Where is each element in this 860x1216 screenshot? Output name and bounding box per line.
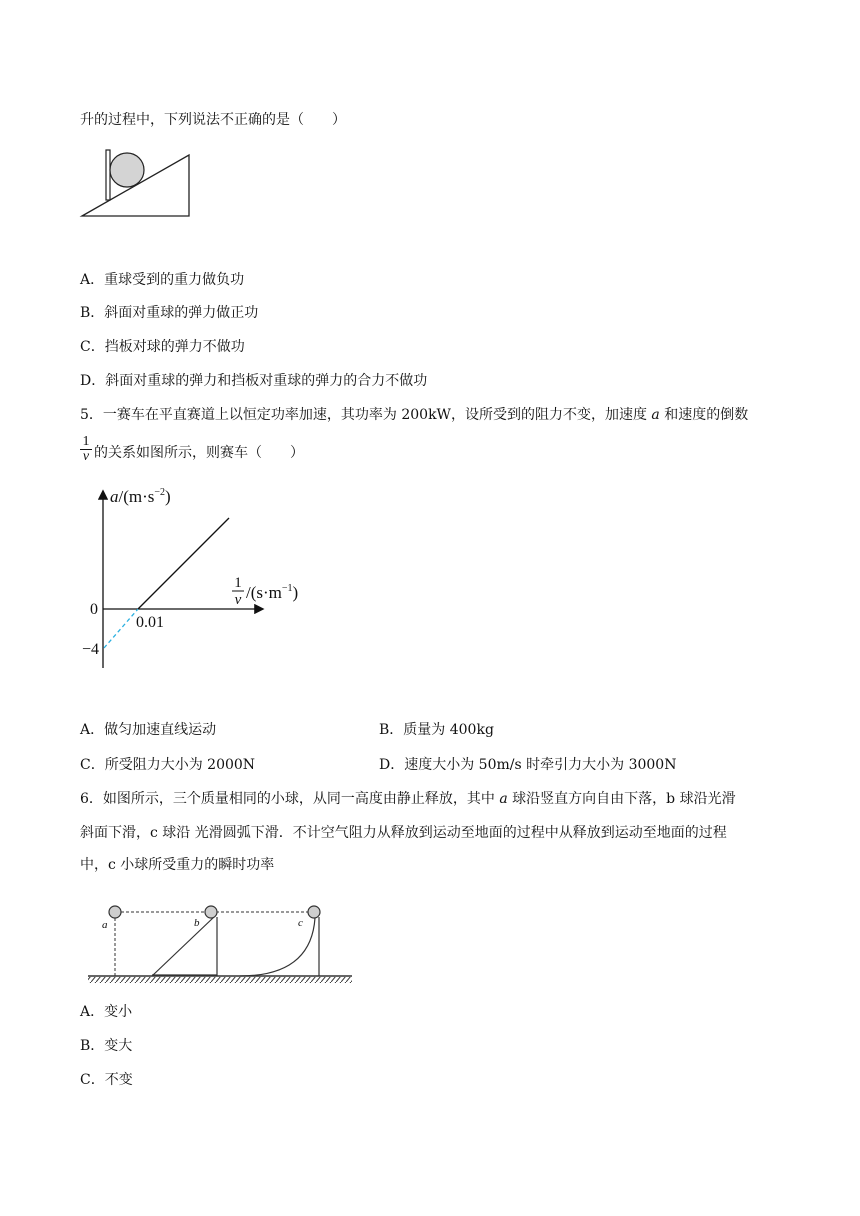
arc-path [240,918,315,976]
ball-b [205,906,217,918]
q5-option-b: B．质量为 400kg [379,722,494,738]
baffle-plate [106,150,110,200]
label-c: c [298,917,303,929]
q5-stem-line2: 的关系如图所示，则赛车（ ） [94,445,304,461]
q6-three-balls-figure [86,898,356,990]
q5-option-d: D．速度大小为 50m/s 时牵引力大小为 3000N [379,757,677,773]
x-axis-label-unit: $/(s\cdot m^{-1})$ [246,583,299,602]
ground-hatching [88,977,352,983]
q4-option-b: B．斜面对重球的弹力做正功 [80,305,259,321]
q4-option-c: C．挡板对球的弹力不做功 [80,339,245,355]
q5-option-c: C．所受阻力大小为 2000N [80,757,256,773]
q6-option-c: C．不变 [80,1072,133,1088]
extrapolation-dashed-line [104,609,138,648]
data-line [138,518,229,609]
q6-option-b: B．变大 [80,1038,133,1054]
label-a: a [102,919,108,931]
q5-stem-line1: 5．一赛车在平直赛道上以恒定功率加速，其功率为 200kW，设所受到的阻力不变，加速度 a 和速度的倒数 [80,407,749,423]
heavy-ball [110,153,144,187]
x-tick-label: 0.01 [136,614,164,631]
y-axis-label: $a/(m\cdot s^{-2})$ [110,487,171,506]
x-axis-label-den: v [234,592,242,608]
label-b: b [194,917,200,929]
q5-a-vs-reciprocal-v-graph [76,482,316,672]
ball-c [308,906,320,918]
q6-option-a: A．变小 [80,1004,133,1020]
q4-option-a: A．重球受到的重力做负功 [80,272,245,288]
incline-slope [152,917,214,976]
origin-label: 0 [90,601,98,618]
q4-option-d: D．斜面对重球的弹力和挡板对重球的弹力的合力不做功 [80,373,428,389]
q5-option-a: A．做匀加速直线运动 [80,722,217,738]
q6-stem-line1: 6．如图所示，三个质量相同的小球，从同一高度由静止释放，其中 a 球沿竖直方向自由下落，b 球沿光滑 [80,791,736,807]
x-axis-label-num: 1 [234,575,242,591]
q4-stem-continuation: 升的过程中，下列说法不正确的是（ ） [80,112,346,128]
y-tick-label: −4 [82,641,100,658]
q6-stem-line3: 中，c 小球所受重力的瞬时功率 [80,857,275,873]
q5-reciprocal-v-fraction: $\frac{1}{v}$ [80,435,92,464]
ball-a [109,906,121,918]
q4-incline-ball-figure [78,146,194,220]
q6-stem-line2: 斜面下滑，c 球沿 光滑圆弧下滑．不计空气阻力从释放到运动至地面的过程中从释放到运动至地面的过程 [80,825,727,841]
